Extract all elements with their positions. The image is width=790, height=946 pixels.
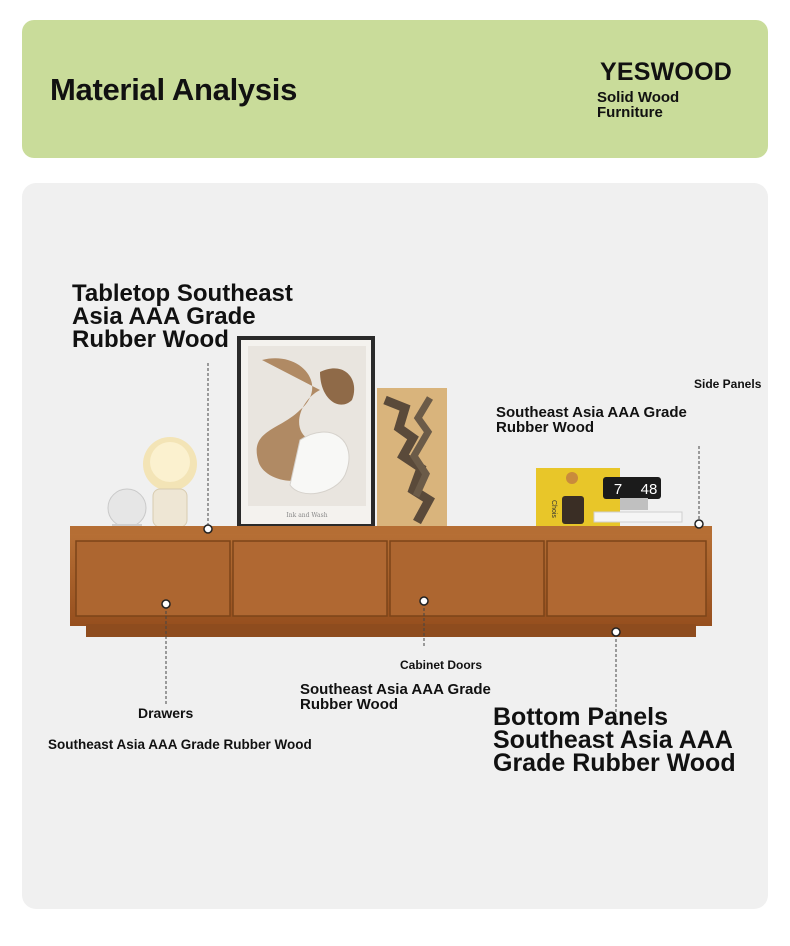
framed-artwork (237, 336, 375, 528)
cabinet-doors-material (300, 682, 491, 712)
tv-cabinet (70, 526, 712, 637)
book-spine-text: Chois (550, 500, 557, 518)
bottom-panels-line-1: Bottom Panels (493, 703, 669, 731)
side-panels-material-line-2: Rubber Wood (496, 419, 595, 436)
book-and-clock (536, 468, 682, 526)
pleated-lamp (143, 437, 197, 527)
cabinet-doors-marker (420, 597, 428, 605)
bottom-panels-line-2: Southeast Asia AAA (493, 726, 733, 754)
cabinet-doors-material-line-1: Southeast Asia AAA Grade (300, 681, 491, 698)
drawers-marker (162, 600, 170, 608)
drawers-title: Drawers (138, 705, 194, 721)
tabletop-marker (204, 525, 212, 533)
tabletop-label (72, 282, 293, 351)
side-panels-title: Side Panels (694, 377, 762, 391)
brand-logo: YESWOOD (600, 58, 732, 86)
brand-tagline-line-1: Solid Wood (597, 89, 680, 106)
clock-hour: 7 (613, 481, 623, 498)
tabletop-label-line-1: Tabletop Southeast (72, 280, 293, 307)
cabinet-doors-title: Cabinet Doors (400, 658, 483, 672)
bottom-panels-line-3: Grade Rubber Wood (493, 749, 736, 777)
clock-minute: 48 (640, 481, 658, 498)
bottom-panel-marker (612, 628, 620, 636)
patterned-board (377, 388, 447, 528)
tabletop-label-line-2: Asia AAA Grade (72, 303, 256, 330)
artwork-caption: Ink and Wash (286, 512, 328, 519)
side-panel-marker (695, 520, 703, 528)
side-panels-material-line-1: Southeast Asia AAA Grade (496, 404, 687, 421)
cabinet-doors-material-line-2: Rubber Wood (300, 696, 399, 713)
brand-tagline-line-2: Furniture (597, 104, 663, 121)
globe-lamp (108, 489, 146, 529)
drawers-material: Southeast Asia AAA Grade Rubber Wood (48, 737, 312, 752)
page-title: Material Analysis (50, 72, 298, 107)
side-panels-material (496, 405, 687, 435)
tabletop-label-line-3: Rubber Wood (72, 326, 229, 353)
bottom-panels-label (493, 703, 736, 777)
